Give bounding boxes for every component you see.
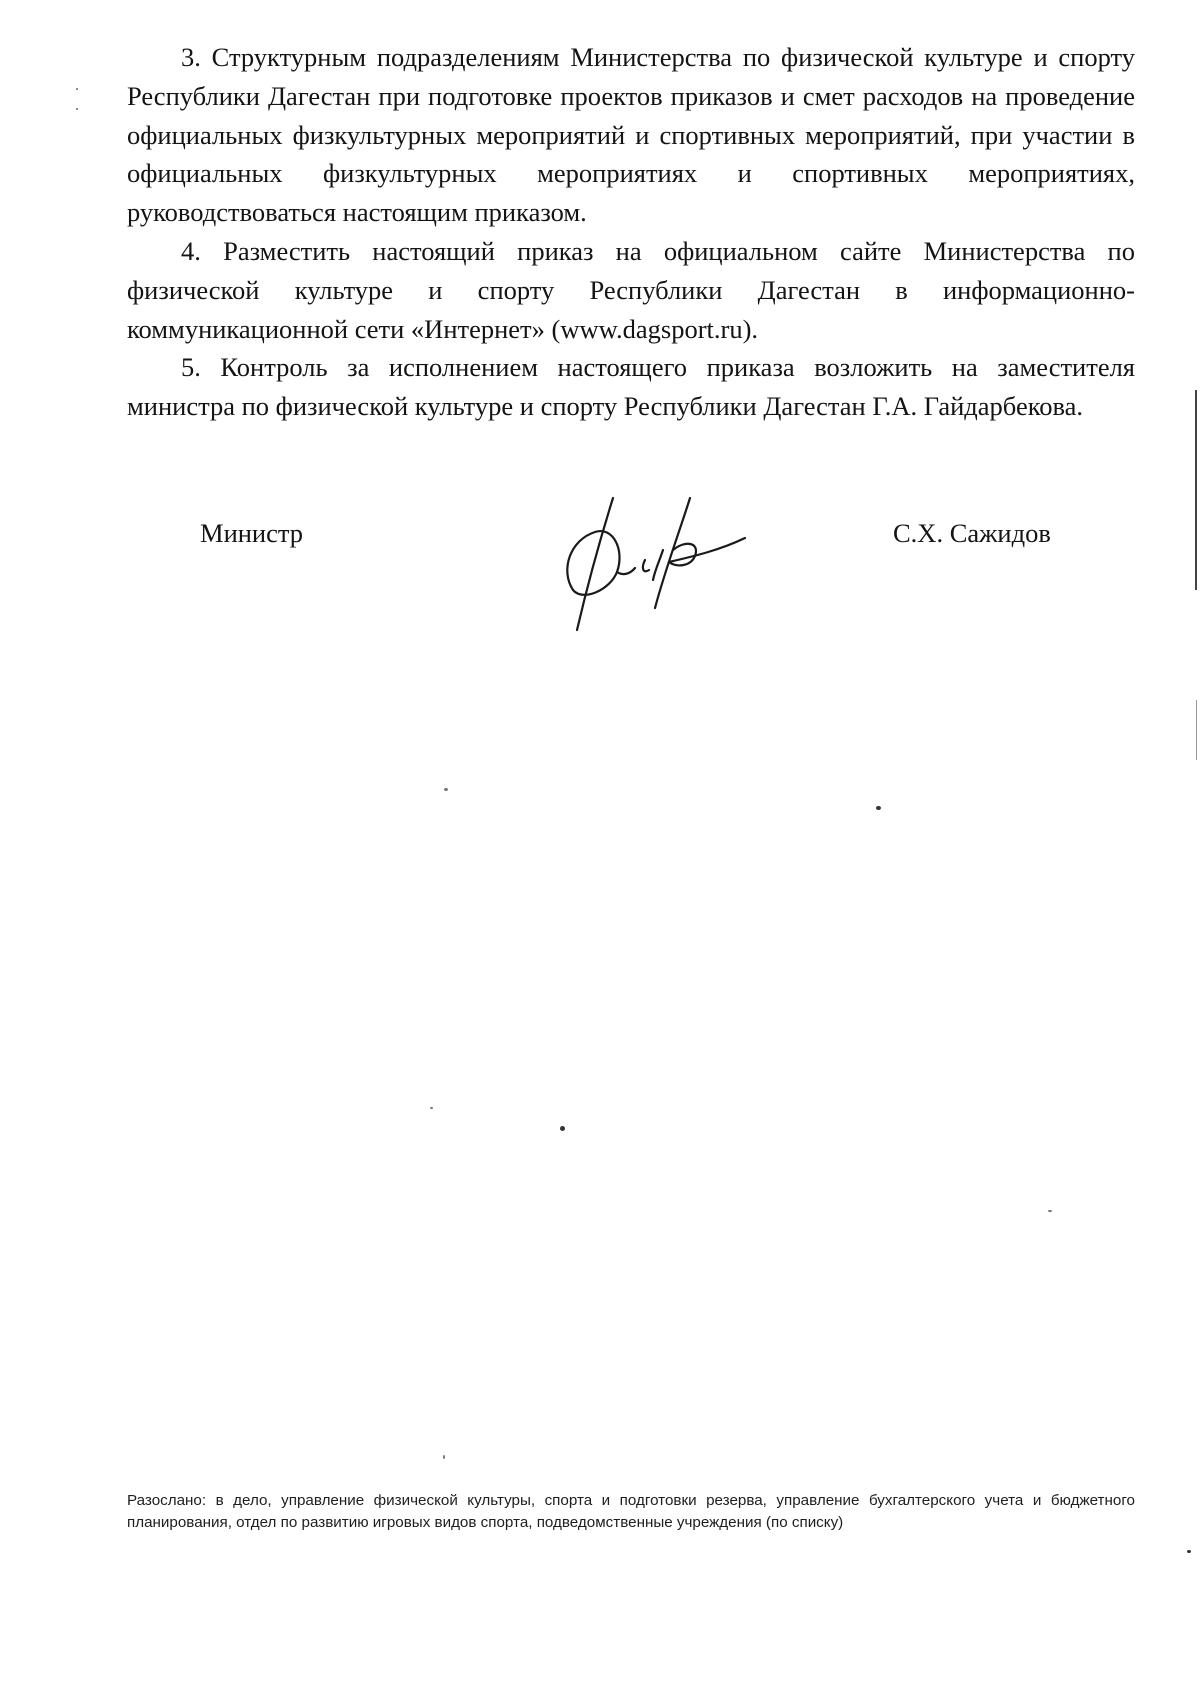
signatory-title: Министр <box>200 518 304 548</box>
distribution-list: Разослано: в дело, управление физической культуры, спорта и подготовки резерва, управление бухгалтерского учета и бюджетного планирования, отдел по развитию игровых видов спорта, подведомственные учреждения (по списку) <box>127 1492 1135 1531</box>
scan-edge-line <box>1196 700 1197 760</box>
scan-speck <box>430 1107 433 1109</box>
paragraph-3: 3. Структурным подразделениям Министерства по физической культуре и спорту Республики Дагестан при подготовке проектов приказов и смет расходов на проведение официальных физкультурных мероприятий и спортивных мероприятий, при участии в официальных физкультурных мероприятиях и спортивных мероприятиях, руководствоваться настоящим приказом. <box>127 42 1135 228</box>
scan-speck <box>76 108 78 110</box>
paragraph-5: 5. Контроль за исполнением настоящего приказа возложить на заместителя министра по физической культуре и спорту Республики Дагестан Г.А. Гайдарбекова. <box>127 352 1135 422</box>
signatory-name: С.Х. Сажидов <box>893 518 1051 548</box>
scan-speck <box>444 788 448 791</box>
scan-speck <box>443 1455 445 1459</box>
paragraph-4: 4. Разместить настоящий приказ на официальном сайте Министерства по физической культуре и спорту Республики Дагестан в информационно-коммуникационной сети «Интернет» (www.dagsport.ru). <box>127 235 1135 344</box>
scan-edge-line <box>1195 390 1197 590</box>
scan-speck <box>1187 1550 1191 1553</box>
order-body <box>127 38 1135 426</box>
scan-speck <box>876 806 881 810</box>
handwritten-signature <box>555 490 765 640</box>
scan-speck <box>560 1126 565 1131</box>
scan-speck <box>76 88 78 90</box>
scan-speck <box>1048 1210 1052 1212</box>
